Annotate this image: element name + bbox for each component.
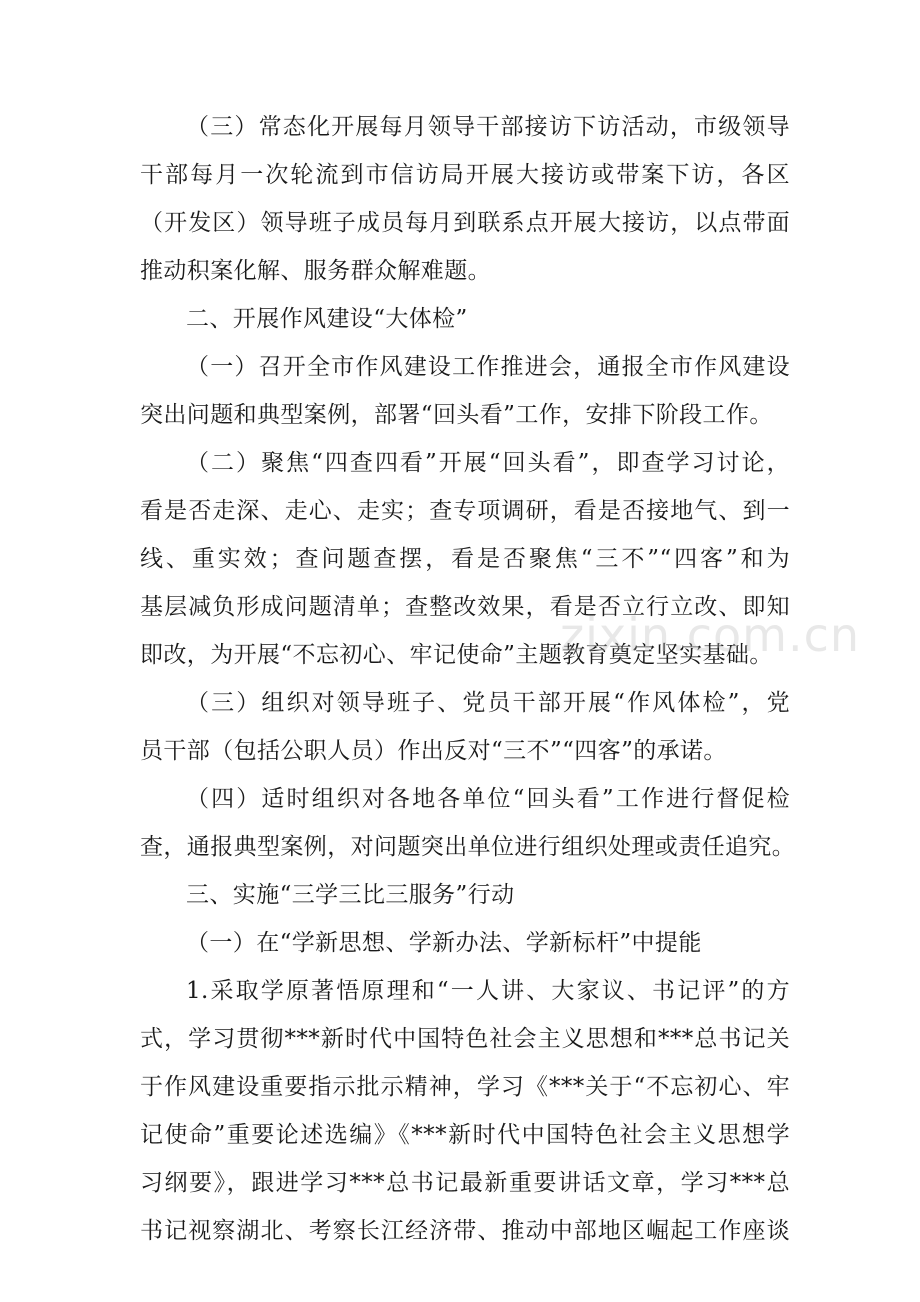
paragraph-line: 习纲要》，跟进学习***总书记最新重要讲话文章，学习***总	[140, 1170, 790, 1196]
paragraph-line: 基层减负形成问题清单；查整改效果，看是否立行立改、即知	[140, 594, 790, 620]
paragraph-line: 记使命”重要论述选编》《***新时代中国特色社会主义思想学	[140, 1122, 790, 1148]
paragraph-line: 查，通报典型案例，对问题突出单位进行组织处理或责任追究。	[140, 834, 796, 860]
paragraph-line: 书记视察湖北、考察长江经济带、推动中部地区崛起工作座谈	[140, 1218, 790, 1244]
paragraph-line: 即改，为开展“不忘初心、牢记使命”主题教育奠定坚实基础。	[140, 642, 773, 668]
paragraph-line: （四）适时组织对各地各单位“回头看”工作进行督促检	[186, 786, 790, 812]
paragraph-line: 式，学习贯彻***新时代中国特色社会主义思想和***总书记关	[140, 1026, 790, 1052]
section-heading: 二、开展作风建设“大体检”	[186, 306, 468, 332]
paragraph-line: （一）召开全市作风建设工作推进会，通报全市作风建设	[186, 354, 790, 380]
paragraph-line: （三）常态化开展每月领导干部接访下访活动，市级领导	[186, 114, 790, 140]
paragraph-line: 员干部（包括公职人员）作出反对“三不”“四客”的承诺。	[140, 738, 727, 764]
paragraph-line: （二）聚焦“四查四看”开展“回头看”，即查学习讨论，	[186, 450, 790, 476]
paragraph-line: 推动积案化解、服务群众解难题。	[140, 258, 491, 284]
subsection-heading: （一）在“学新思想、学新办法、学新标杆”中提能	[186, 930, 702, 956]
paragraph-line: 看是否走深、走心、走实；查专项调研，看是否接地气、到一	[140, 498, 790, 524]
paragraph-line: 干部每月一次轮流到市信访局开展大接访或带案下访，各区	[140, 162, 790, 188]
section-heading: 三、实施“三学三比三服务”行动	[186, 882, 515, 908]
paragraph-line: 1.采取学原著悟原理和“一人讲、大家议、书记评”的方	[186, 978, 790, 1004]
paragraph-line: （三）组织对领导班子、党员干部开展“作风体检”，党	[186, 690, 790, 716]
paragraph-line: 突出问题和典型案例，部署“回头看”工作，安排下阶段工作。	[140, 402, 773, 428]
paragraph-line: 于作风建设重要指示批示精神，学习《***关于“不忘初心、牢	[140, 1074, 790, 1100]
paragraph-line: 线、重实效；查问题查摆，看是否聚焦“三不”“四客”和为	[140, 546, 790, 572]
paragraph-line: （开发区）领导班子成员每月到联系点开展大接访，以点带面	[140, 210, 790, 236]
document-body	[140, 103, 796, 1255]
watermark: zixin.com.cn	[560, 608, 861, 662]
